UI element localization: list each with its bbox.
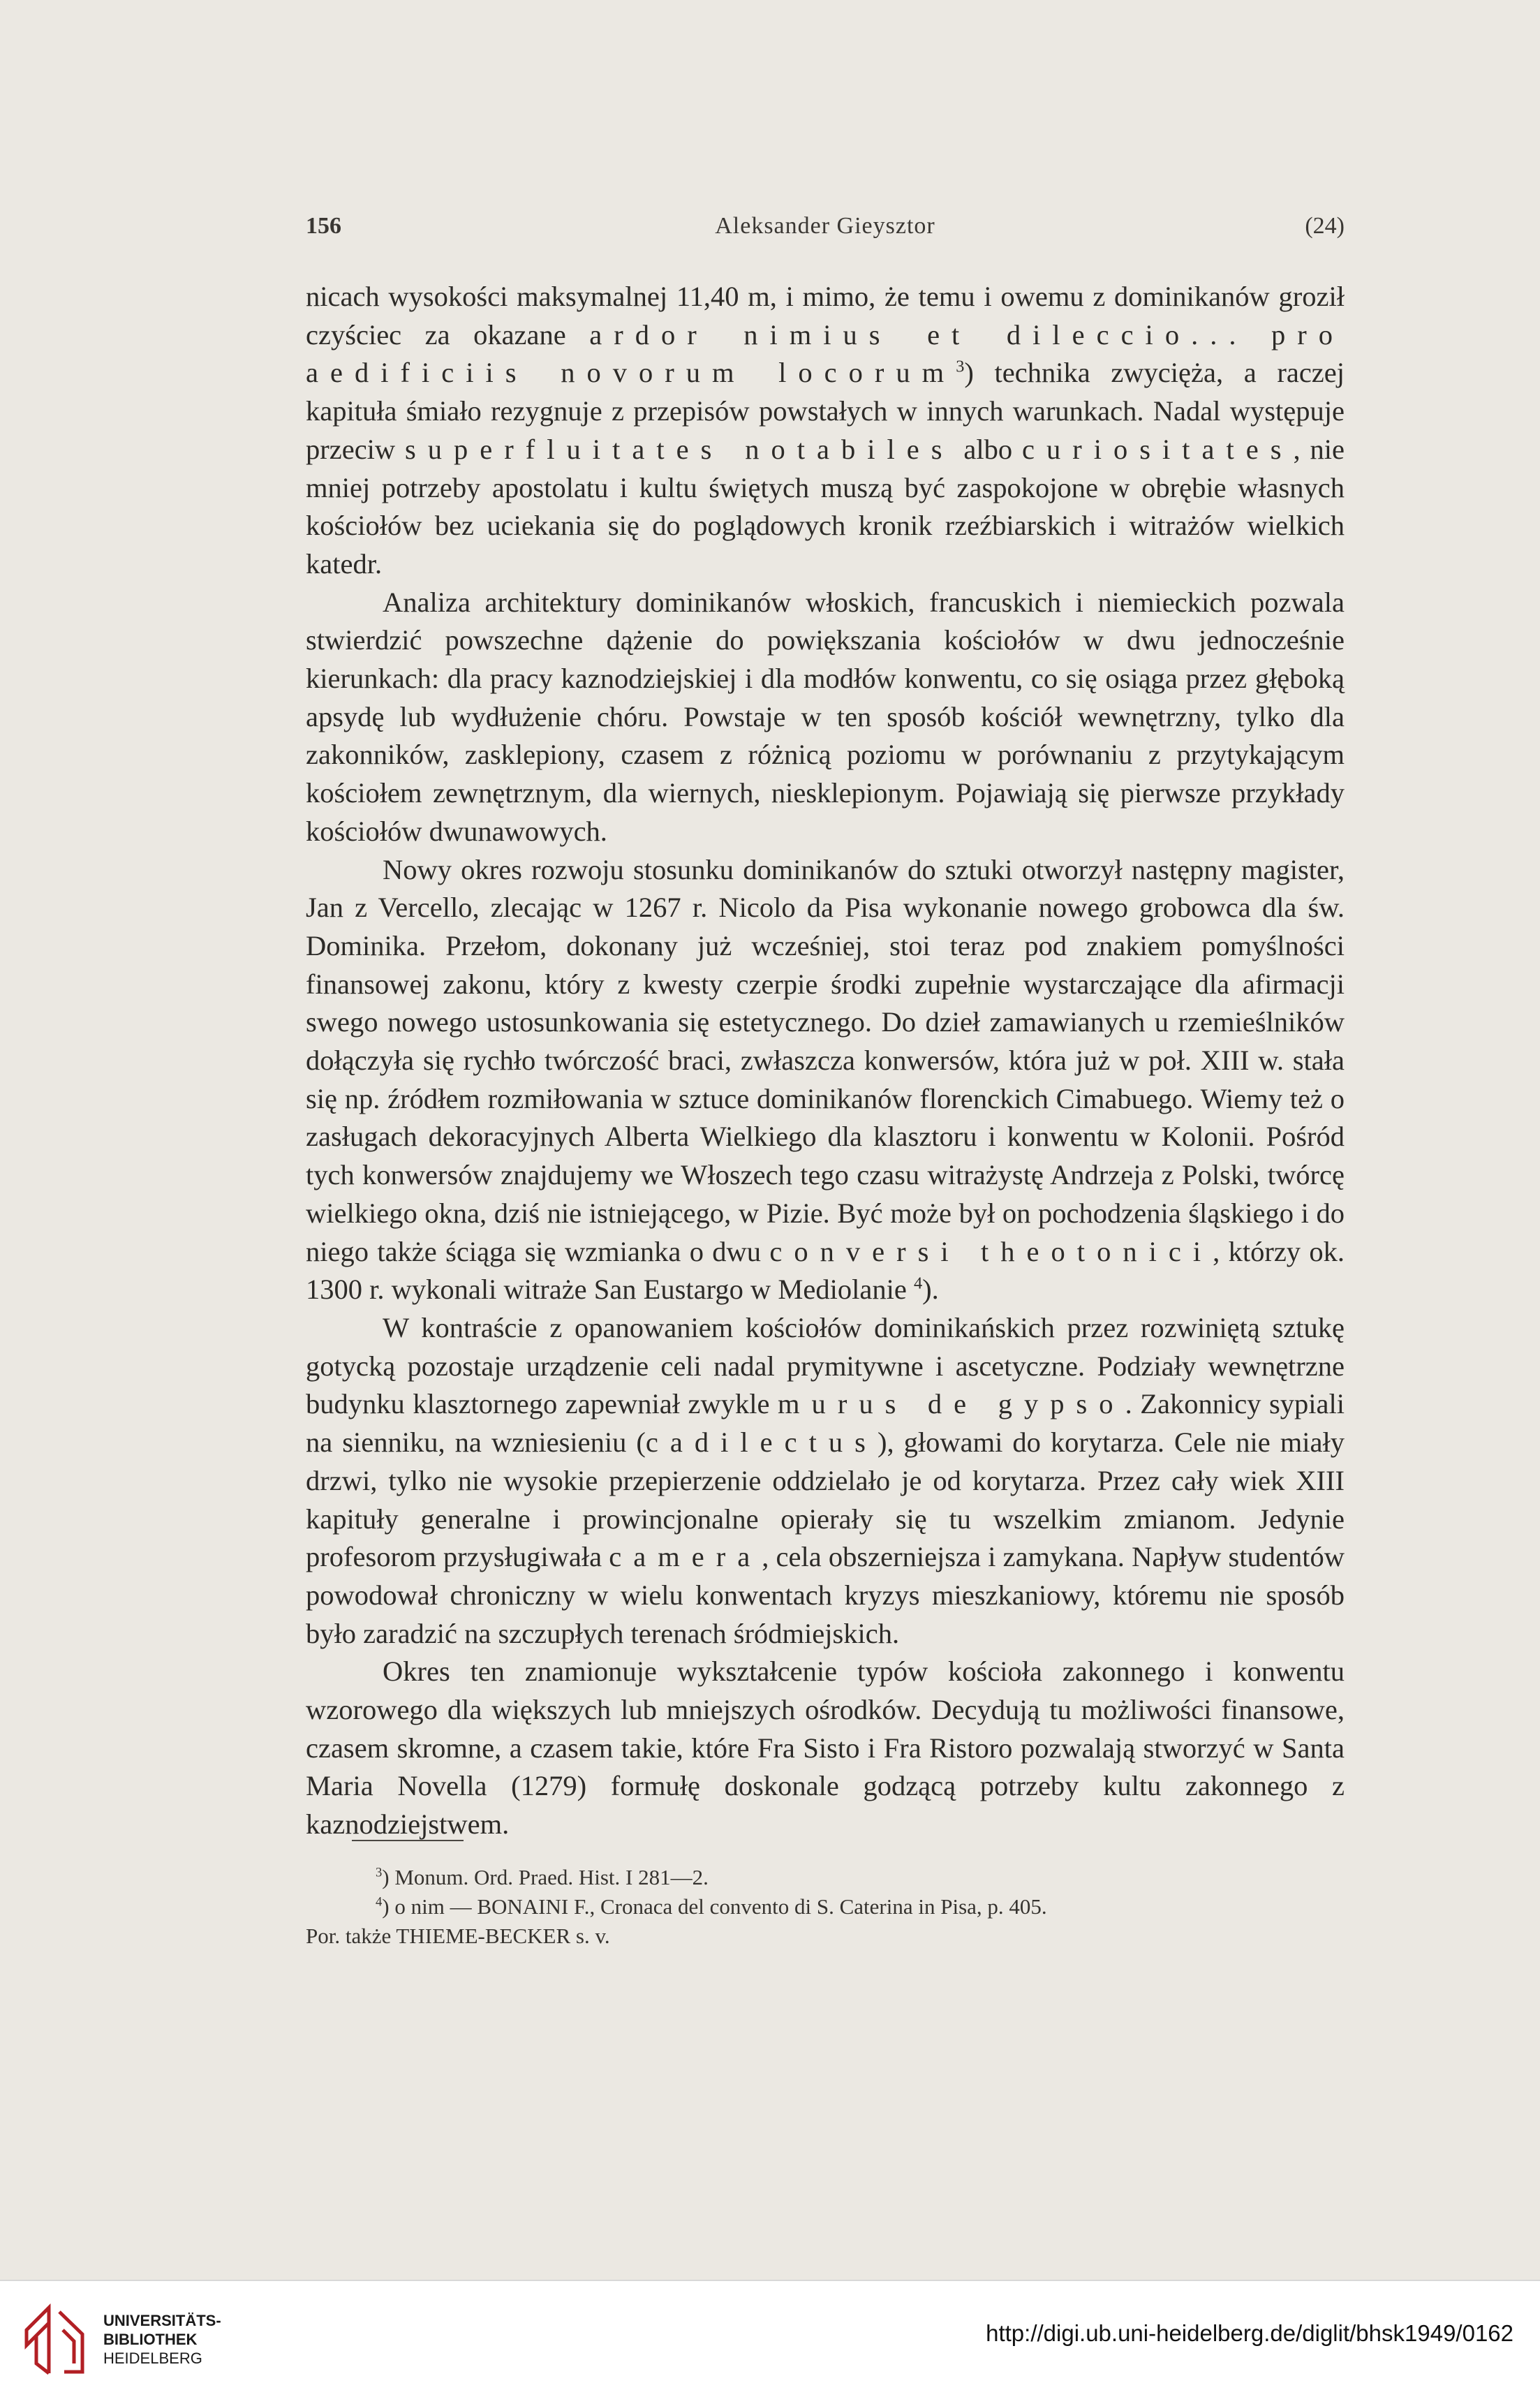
- text-run: nicach wysokości maksymalnej 11,40 m, i mimo, że temu i owemu z dominikanów groził czyściec za okazane: [306, 281, 1345, 351]
- permalink-url[interactable]: http://digi.ub.uni-heidelberg.de/diglit/bhsk1949/0162: [986, 2320, 1513, 2346]
- footnote-mark: 4: [376, 1894, 383, 1910]
- paragraph: [306, 1309, 1345, 1653]
- library-name-line: HEIDELBERG: [103, 2350, 202, 2367]
- text-run: ), głowami do korytarza. Cele nie miały drzwi, tylko nie wysokie przepierzenie oddzielało je od korytarza. Przez cały wiek XIII kapituły generalne i prowincjonalne opierały się tu wszelkim zmianom. Jedynie profesorom przysługiwała: [306, 1426, 1345, 1573]
- text-run: , nie mniej potrzeby apostolatu i kultu świętych muszą być zaspokojone w obrębie własnych kościołów bez uciekania się do poglądowych kronik rzeźbiarskich i witrażów wielkich katedr.: [306, 433, 1345, 580]
- footnotes: [306, 1863, 1345, 1951]
- running-header-author: Aleksander Gieysztor: [715, 213, 935, 239]
- paragraph: [306, 1653, 1345, 1844]
- text-run: albo: [954, 433, 1022, 465]
- running-header-section: (24): [1305, 213, 1345, 239]
- spaced-latin-term: camera: [609, 1541, 762, 1573]
- text-run: W kontraście z opanowaniem kościołów dominikańskich przez rozwiniętą sztukę gotycką pozostaje urządzenie celi nadal prymitywne i ascetyczne. Podziały wewnętrzne budynku klasztornego zapewniał zwykle: [306, 1311, 1345, 1420]
- footnote-text: ) Monum. Ord. Praed. Hist. I 281—2.: [382, 1865, 709, 1889]
- text-run: , którzy ok. 1300 r. wykonali witraże San Eustargo w Mediolanie: [306, 1235, 1345, 1306]
- paragraph: [306, 851, 1345, 1309]
- footnote-mark: 3: [376, 1865, 383, 1880]
- footnote-text: Por. także THIEME-BECKER s. v.: [306, 1924, 610, 1948]
- ub-heidelberg-logo-icon[interactable]: [21, 2302, 91, 2379]
- footnote-4-continued: [306, 1922, 1345, 1951]
- spaced-latin-term: pro aedificiis novorum locorum: [306, 318, 1345, 389]
- spaced-latin-term: cadilectus: [645, 1426, 878, 1459]
- spaced-latin-term: ardor nimius et dileccio...: [589, 318, 1248, 351]
- footnote-reference: 4: [913, 1274, 923, 1293]
- spaced-latin-term: superfluitates notabiles: [405, 433, 954, 465]
- footnote-reference: 3: [956, 357, 965, 376]
- footnote-divider: [352, 1840, 464, 1841]
- body-text: [306, 278, 1345, 1844]
- library-name-line: UNIVERSITÄTS-: [103, 2312, 221, 2329]
- text-run: ).: [922, 1274, 939, 1306]
- paragraph: [306, 278, 1345, 584]
- library-name-line: BIBLIOTHEK: [103, 2331, 198, 2348]
- footnote-text: ) o nim — BONAINI F., Cronaca del convento di S. Caterina in Pisa, p. 405.: [382, 1894, 1047, 1919]
- footnote-3: [306, 1863, 1345, 1892]
- text-run: Nowy okres rozwoju stosunku dominikanów do sztuki otworzył następny magister, Jan z Vercello, zlecając w 1267 r. Nicolo da Pisa wykonanie nowego grobowca dla św. Dominika. Przełom, dokonany już wcześniej, stoi teraz pod znakiem pomyślności finansowej zakonu, który z kwesty czerpie środki zupełnie wystarczające dla afirmacji swego nowego ustosunkowania się estetycznego. Do dzieł zamawianych u rzemieślników dołączyła się rychło twórczość braci, zwłaszcza konwersów, która już w poł. XIII w. stała się np. źródłem rozmiłowania w sztuce dominikanów florenckich Cimabuego. Wiemy też o zasługach dekoracyjnych Alberta Wielkiego dla klasztoru i konwentu w Kolonii. Pośród tych konwersów znajdujemy we Włoszech tego czasu witrażystę Andrzeja z Polski, twórcę wielkiego okna, dziś nie istniejącego, w Pizie. Być może był on pochodzenia śląskiego i do niego także ściąga się wzmianka o dwu: [306, 853, 1345, 1267]
- spaced-latin-term: murus de gypso: [778, 1388, 1125, 1420]
- text-run: Okres ten znamionuje wykształcenie typów kościoła zakonnego i konwentu wzorowego dla większych lub mniejszych ośrodków. Decydują tu możliwości finansowe, czasem skromne, a czasem takie, które Fra Sisto i Fra Ristoro pozwalają stworzyć w Santa Maria Novella (1279) formułę doskonale godzącą potrzeby kultu zakonnego z kaznodziejstwem.: [306, 1655, 1345, 1841]
- text-run: , cela obszerniejsza i zamykana. Napływ studentów powodował chroniczny w wielu konwentach kryzys mieszkaniowy, któremu nie sposób było zaradzić na szczupłych terenach śródmiejskich.: [306, 1541, 1345, 1649]
- text-run: . Zakonnicy sypiali na sienniku, na wzniesieniu (: [306, 1388, 1345, 1459]
- text-run: ) technika zwycięża, a raczej kapituła śmiało rezygnuje z przepisów powstałych w innych warunkach. Nadal występuje przeciw: [306, 357, 1345, 465]
- text-run: [1247, 319, 1271, 351]
- page-number: 156: [306, 213, 341, 239]
- footnote-4: [306, 1892, 1345, 1922]
- digitization-footer: [0, 2280, 1540, 2397]
- text-run: Analiza architektury dominikanów włoskich, francuskich i niemieckich pozwala stwierdzić powszechne dążenie do powiększania kościołów w dwu jednocześnie kierunkach: dla pracy kaznodziejskiej i dla modłów konwentu, co się osiąga przez głęboką apsydę lub wydłużenie chóru. Powstaje w ten sposób kościół wewnętrzny, tylko dla zakonników, zasklepiony, czasem z różnicą poziomu w porównaniu z przytykającym kościołem zewnętrznym, dla wiernych, niesklepionym. Pojawiają się pierwsze przykłady kościołów dwunawowych.: [306, 586, 1345, 847]
- running-header: [306, 213, 1345, 248]
- spaced-latin-term: curiositates: [1021, 433, 1294, 465]
- paragraph: [306, 584, 1345, 851]
- library-name: [103, 2311, 221, 2368]
- spaced-latin-term: conversi theotonici: [769, 1235, 1213, 1267]
